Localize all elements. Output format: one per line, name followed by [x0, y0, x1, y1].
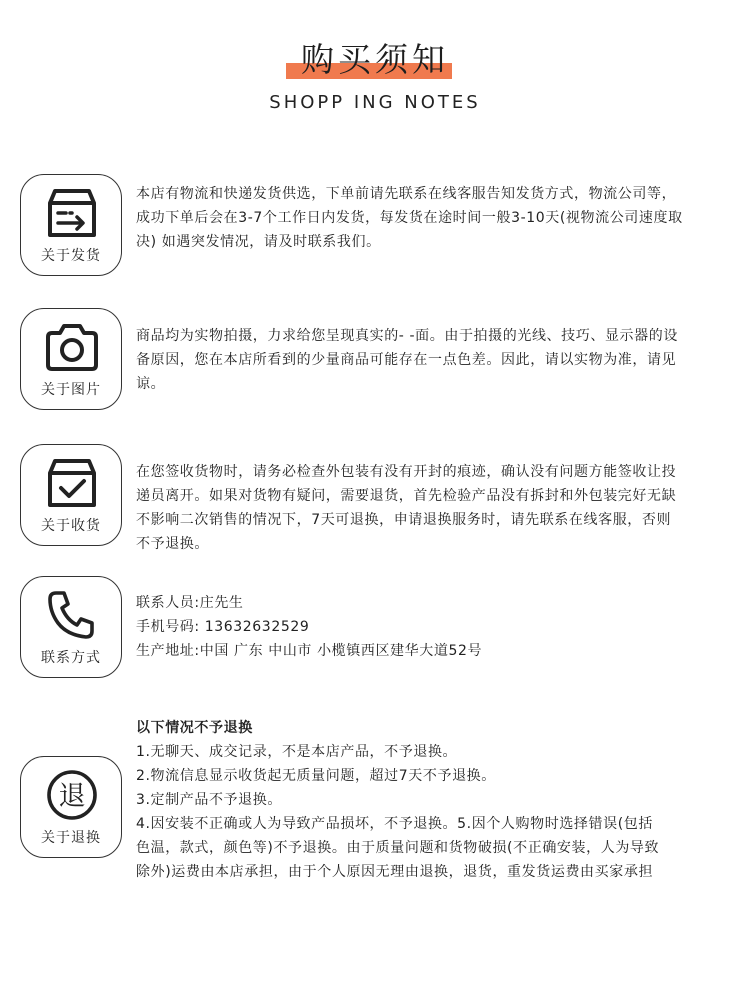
returns-line: 1.无聊天、成交记录，不是本店产品，不予退换。	[136, 744, 458, 760]
phone-icon	[42, 587, 102, 643]
receiving-text	[136, 460, 730, 556]
receiving-label: 关于收货	[41, 518, 101, 534]
photos-line: 谅。	[136, 376, 166, 392]
returns-icon-box	[20, 756, 122, 858]
page-subtitle: SHOPP ING NOTES	[269, 92, 481, 113]
shipping-line: 决) 如遇突发情况，请及时联系我们。	[136, 234, 381, 250]
contact-phone: 手机号码: 13632632529	[136, 619, 310, 635]
contact-label: 联系方式	[41, 650, 101, 666]
contact-icon-box	[20, 576, 122, 678]
shipping-text	[136, 182, 730, 254]
photos-line: 商品均为实物拍摄，力求给您呈现真实的- -面。由于拍摄的光线、技巧、显示器的设	[136, 328, 678, 344]
photos-line: 备原因，您在本店所看到的少量商品可能存在一点色差。因此，请以实物为准，请见	[136, 352, 677, 368]
photos-icon-box	[20, 308, 122, 410]
photos-label: 关于图片	[41, 382, 101, 398]
returns-label: 关于退换	[41, 830, 101, 846]
svg-text:退: 退	[58, 781, 86, 812]
returns-line: 3.定制产品不予退换。	[136, 792, 282, 808]
contact-text	[136, 591, 730, 663]
receiving-icon-box	[20, 444, 122, 546]
page-title: 购买须知	[301, 40, 449, 79]
shipping-label: 关于发货	[41, 248, 101, 264]
returns-line: 除外)运费由本店承担，由于个人原因无理由退换，退货，重发货运费由买家承担	[136, 864, 654, 880]
shipping-line: 成功下单后会在3-7个工作日内发货，每发货在途时间一般3-10天(视物流公司速度取	[136, 210, 683, 226]
returns-heading: 以下情况不予退换	[136, 720, 253, 736]
camera-icon	[42, 319, 102, 375]
receiving-line: 在您签收货物时，请务必检查外包装有没有开封的痕迹，确认没有问题方能签收让投	[136, 464, 677, 480]
shipping-line: 本店有物流和快递发货供选，下单前请先联系在线客服告知发货方式，物流公司等，	[136, 186, 677, 202]
contact-person: 联系人员:庄先生	[136, 595, 244, 611]
shipping-box-icon	[42, 185, 102, 241]
photos-text	[136, 324, 730, 396]
returns-line: 2.物流信息显示收货起无质量问题，超过7天不予退换。	[136, 768, 496, 784]
checked-box-icon	[42, 455, 102, 511]
returns-line: 4.因安装不正确或人为导致产品损坏，不予退换。5.因个人购物时选择错误(包括	[136, 816, 653, 832]
receiving-line: 递员离开。如果对货物有疑问，需要退货，首先检验产品没有拆封和外包装完好无缺	[136, 488, 677, 504]
page-header	[0, 0, 750, 130]
returns-text	[136, 716, 730, 884]
receiving-line: 不影响二次销售的情况下，7天可退换，申请退换服务时，请先联系在线客服，否则	[136, 512, 672, 528]
contact-address: 生产地址:中国 广东 中山市 小榄镇西区建华大道52号	[136, 643, 483, 659]
returns-line: 色温，款式，颜色等)不予退换。由于质量问题和货物破损(不正确安装，人为导致	[136, 840, 660, 856]
return-icon	[42, 767, 102, 823]
shipping-icon-box	[20, 174, 122, 276]
receiving-line: 不予退换。	[136, 536, 209, 552]
